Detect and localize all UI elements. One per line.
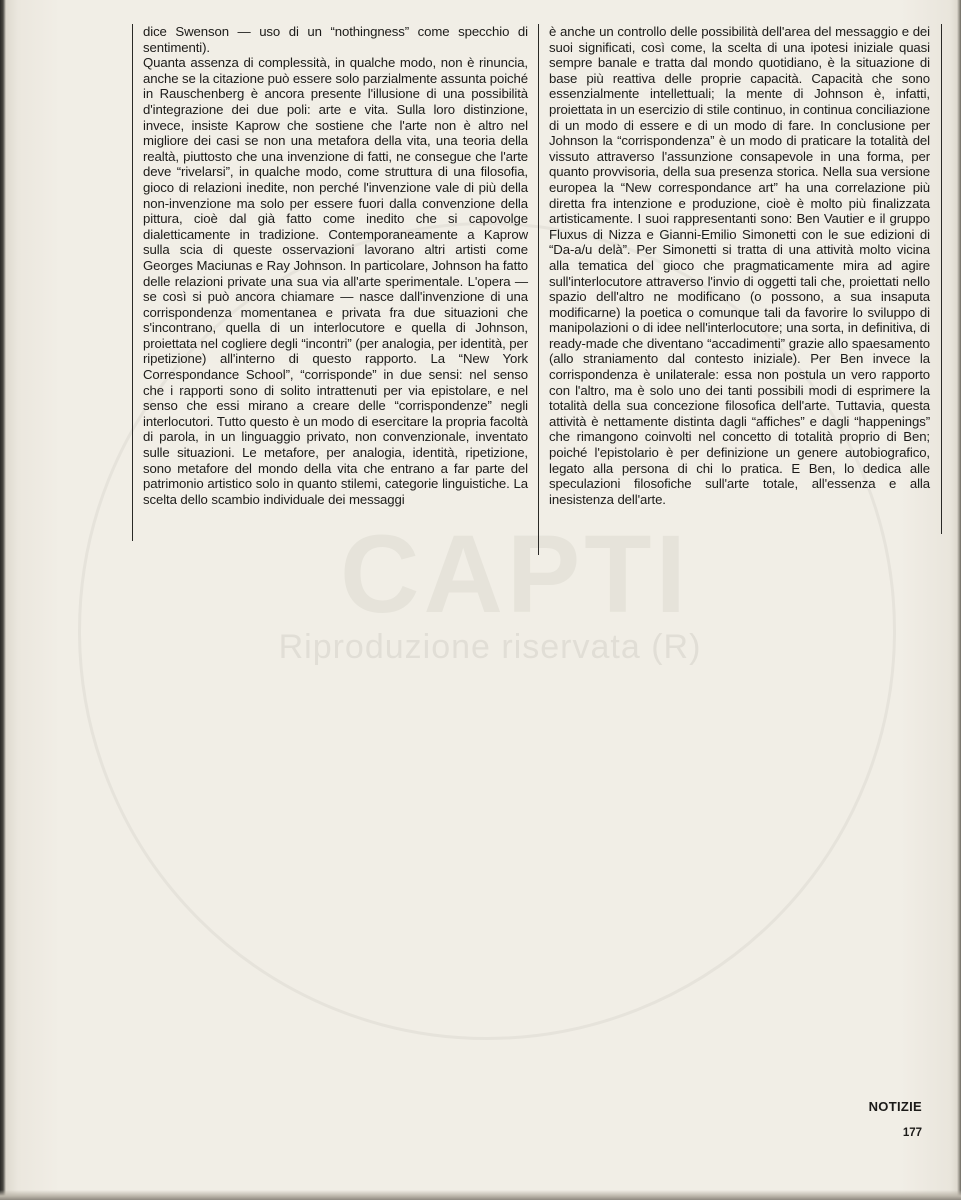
paragraph: Quanta assenza di complessità, in qualche modo, non è rinuncia, anche se la citazione può essere solo parzialmente assunta poiché in Rauschenberg è ancora presente l'illusione di una possibilità d'integrazione dei due poli: arte e vita. Sulla loro distinzione, invece, insiste Kaprow che sostiene che l'arte non è altro nel migliore dei casi se non una metafora della vita, una teoria della realtà, piuttosto che una invenzione di fatti, ne consegue che l'arte deve “rivelarsi”, in qualche modo, come struttura di una filosofia, gioco di relazioni inedite, non perché l'invenzione vale di più della non-invenzione ma solo per essere fuori dalla convenzione della pittura, cioè dal già fatto come inedito che si capovolge dialetticamente in tradizione. Contemporaneamente a Kaprow sulla scia di queste osservazioni lavorano altri artisti come Georges Maciunas e Ray Johnson. In particolare, Johnson ha fatto delle relazioni private una sua via all'arte sperimentale. L'opera — se così si può ancora chiamare — nasce dall'invenzione di una corrispondenza momentanea e privata fra due situazioni che s'incontrano, quella di un interlocutore e quella di Johnson, proiettata nel cogliere degli “incontri” (per analogia, per identità, per ripetizione) all'interno di questo rapporto. La “New York Correspondance School”, “corrisponde” in due sensi: nel senso che i rapporti sono di solito intrattenuti per via epistolare, e nel senso che essi mirano a creare delle “corrispondenze” negli interlocutori. Tutto questo è un modo di esercitare la propria facoltà di parola, in un linguaggio privato, non convenzionale, inventato sulle situazioni. Le metafore, per analogia, identità, ripetizione, sono metafore del mondo della vita che entrano a far parte del patrimonio artistico solo in quanto stilemi, categorie linguistiche. La scelta dello scambio individuale dei messaggi [143,55,528,507]
article-column-right [549,24,930,507]
article-column-left [143,24,528,507]
page-bottom-edge [0,1190,961,1200]
column-rule-right [941,24,942,534]
column-rule-middle [538,24,539,555]
binding-edge [0,0,6,1200]
page-number: 177 [902,1127,922,1139]
paragraph: è anche un controllo delle possibilità dell'area del messaggio e dei suoi significati, così come, la scelta di una ipotesi iniziale quasi sempre banale e tratta dal mondo quotidiano, è la situazione di base più reattiva delle proprie capacità. Capacità che sono essenzialmente intellettuali; la mente di Johnson è, infatti, proiettata in un esercizio di stile continuo, in continua conciliazione di un modo di essere e di un modo di fare. In conclusione per Johnson la “corrispondenza” è un modo di praticare la totalità del vissuto attraverso l'assunzione consapevole in una forma, per quanto provvisoria, della sua presenza storica. Nella sua versione europea la “New correspondance art” ha una correlazione più diretta fra intenzione e produzione, cioè è molto più finalizzata artisticamente. I suoi rappresentanti sono: Ben Vautier e il gruppo Fluxus di Nizza e Gianni-Emilio Simonetti con le sue edizioni di “Da-a/u delà”. Per Simonetti si tratta di una attività molto vicina alla tematica del gioco che pragmaticamente mira ad agire sull'interlocutore attraverso l'invio di oggetti tali che, proiettati nello spazio dell'altro ne modificano (o possono, a sua insaputa modificarne) la poetica o comunque tali da favorire lo sviluppo di manipolazioni o di idee nell'interlocutore; una sorta, in definitiva, di ready-made che diventano “accadimenti” grazie allo spaesamento (allo straniamento dal contesto iniziale). Per Ben invece la corrispondenza è unilaterale: essa non postula un vero rapporto con l'altro, ma è solo uno dei tanti possibili modi di esprimere la totalità della sua concezione filosofica dell'arte. Tuttavia, questa attività è nettamente distinta dagli “affiches” e dagli “happenings” che rimangono coinvolti nel concetto di totalità proprio di Ben; poiché l'epistolario è per definizione un genere autobiografico, legato alla persona di chi lo pratica. E Ben, lo dedica alle speculazioni filosofiche sull'arte totale, all'essenza e alla inesistenza dell'arte. [549,24,930,507]
paragraph: dice Swenson — uso di un “nothingness” come specchio di sentimenti). [143,24,528,55]
column-rule-left [132,24,133,541]
section-label: NOTIZIE [868,1099,922,1114]
page-right-edge [957,0,961,1200]
watermark-caption: Riproduzione riservata (R) [278,628,702,666]
